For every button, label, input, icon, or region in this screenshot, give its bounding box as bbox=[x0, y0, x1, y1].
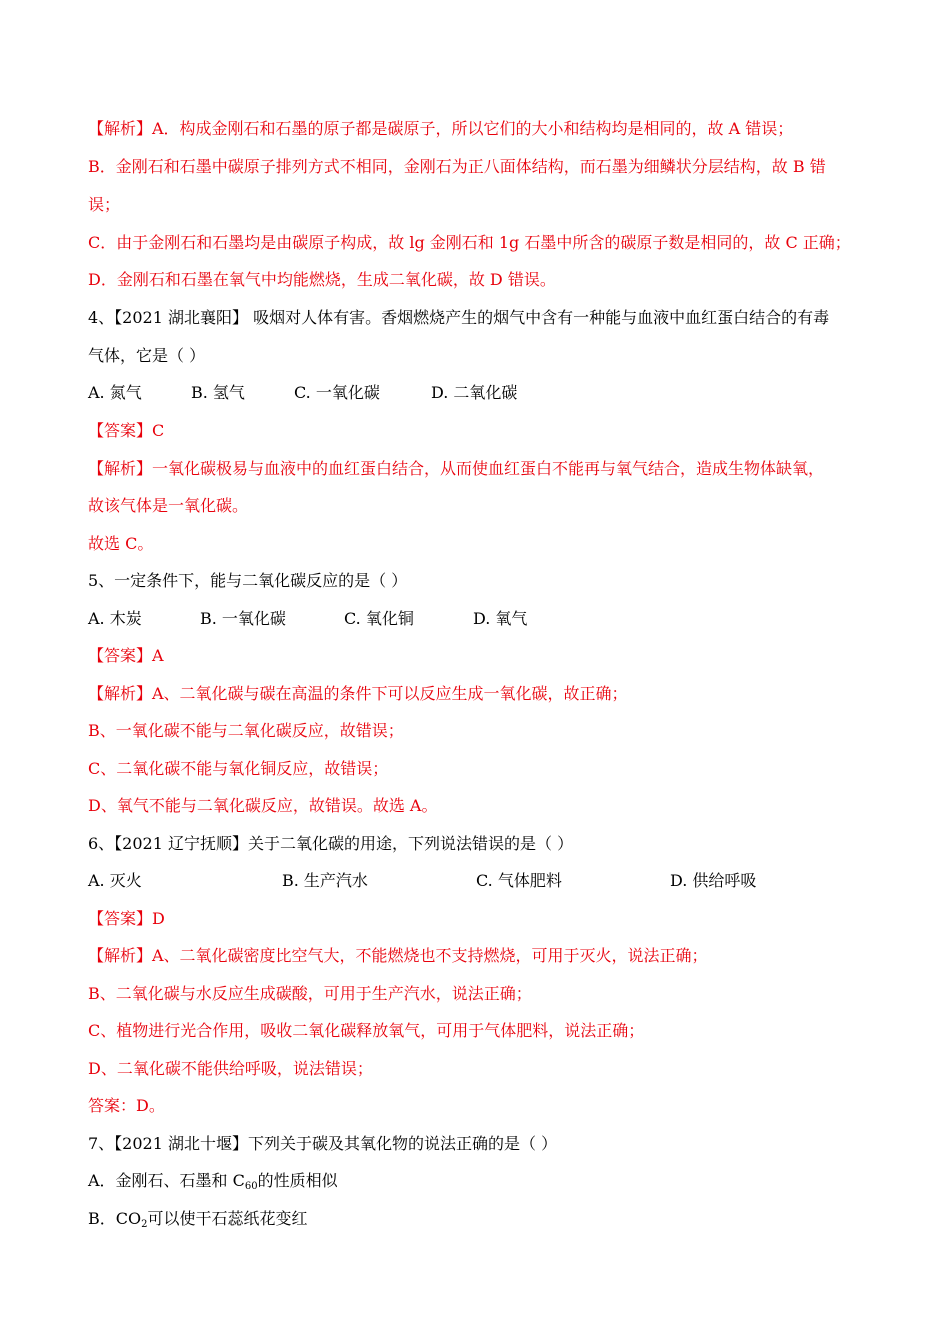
q5-answer: 【答案】A bbox=[88, 646, 164, 665]
q4-analysis-line-1: 【解析】一氧化碳极易与血液中的血红蛋白结合，从而使血红蛋白不能再与氧气结合，造成生物体缺氧， bbox=[88, 459, 825, 478]
q5-stem: 5、一定条件下，能与二氧化碳反应的是（ ） bbox=[88, 571, 408, 590]
q6-options bbox=[88, 870, 756, 892]
q4-analysis-line-3: 故选 C。 bbox=[88, 534, 154, 553]
q7-stem: 7、【2021 湖北十堰】下列关于碳及其氧化物的说法正确的是（ ） bbox=[88, 1134, 558, 1153]
q3-analysis-line-4: C．由于金刚石和石墨均是由碳原子构成，故 lg 金刚石和 1g 石墨中所含的碳原子数是相同的，故 C 正确； bbox=[88, 233, 851, 252]
q6-answer: 【答案】D bbox=[88, 909, 165, 928]
q4-option-c: C. 一氧化碳 bbox=[294, 383, 380, 402]
q7-option-b-text: B．CO bbox=[88, 1209, 142, 1228]
q5-option-d: D. 氧气 bbox=[473, 609, 528, 628]
q7-option-a-text: A．金刚石、石墨和 C bbox=[88, 1171, 245, 1190]
q4-option-d: D. 二氧化碳 bbox=[431, 383, 518, 402]
q7-option-b-tail: 可以使干石蕊纸花变红 bbox=[147, 1209, 308, 1228]
q3-analysis-line-1: 【解析】A．构成金刚石和石墨的原子都是碳原子，所以它们的大小和结构均是相同的，故 A 错误； bbox=[88, 119, 794, 138]
q5-options bbox=[88, 608, 527, 630]
q5-analysis-line-3: C、二氧化碳不能与氧化铜反应，故错误； bbox=[88, 759, 389, 778]
q7-option-b bbox=[88, 1208, 308, 1230]
q5-option-c: C. 氧化铜 bbox=[344, 609, 414, 628]
q3-analysis-line-3: 误； bbox=[88, 195, 121, 214]
q4-options bbox=[88, 382, 517, 404]
q6-analysis-line-4: D、二氧化碳不能供给呼吸，说法错误； bbox=[88, 1059, 373, 1078]
q6-option-d: D. 供给呼吸 bbox=[670, 871, 757, 890]
q6-option-b: B. 生产汽水 bbox=[282, 871, 368, 890]
q5-option-a: A. 木炭 bbox=[88, 609, 142, 628]
q4-analysis-line-2: 故该气体是一氧化碳。 bbox=[88, 496, 249, 515]
q6-option-c: C. 气体肥料 bbox=[476, 871, 562, 890]
q7-option-a-subscript: 60 bbox=[244, 1181, 258, 1192]
q5-analysis-line-1: 【解析】A、二氧化碳与碳在高温的条件下可以反应生成一氧化碳，故正确； bbox=[88, 684, 628, 703]
q6-stem: 6、【2021 辽宁抚顺】关于二氧化碳的用途，下列说法错误的是（ ） bbox=[88, 834, 574, 853]
q6-analysis-line-1: 【解析】A、二氧化碳密度比空气大，不能燃烧也不支持燃烧，可用于灭火，说法正确； bbox=[88, 946, 708, 965]
q5-option-b: B. 一氧化碳 bbox=[200, 609, 286, 628]
q6-option-a: A. 灭火 bbox=[88, 871, 142, 890]
q4-answer: 【答案】C bbox=[88, 421, 165, 440]
q7-option-a-tail: 的性质相似 bbox=[257, 1171, 338, 1190]
q4-option-a: A. 氮气 bbox=[88, 383, 142, 402]
q6-final-answer: 答案：D。 bbox=[88, 1096, 165, 1115]
q4-stem-line-2: 气体，它是（ ） bbox=[88, 346, 206, 365]
q3-analysis-line-2: B．金刚石和石墨中碳原子排列方式不相同，金刚石为正八面体结构，而石墨为细鳞状分层结构，故 B 错 bbox=[88, 157, 826, 176]
q4-stem-line-1: 4、【2021 湖北襄阳】 吸烟对人体有害。香烟燃烧产生的烟气中含有一种能与血液中血红蛋白结合的有毒 bbox=[88, 308, 830, 327]
q5-analysis-line-4: D、氧气不能与二氧化碳反应，故错误。故选 A。 bbox=[88, 796, 438, 815]
q6-analysis-line-2: B、二氧化碳与水反应生成碳酸，可用于生产汽水，说法正确； bbox=[88, 984, 532, 1003]
q3-analysis-line-5: D．金刚石和石墨在氧气中均能燃烧，生成二氧化碳，故 D 错误。 bbox=[88, 270, 556, 289]
q7-option-a bbox=[88, 1170, 338, 1192]
q6-analysis-line-3: C、植物进行光合作用，吸收二氧化碳释放氧气，可用于气体肥料，说法正确； bbox=[88, 1021, 645, 1040]
q5-analysis-line-2: B、一氧化碳不能与二氧化碳反应，故错误； bbox=[88, 721, 404, 740]
q7-option-b-subscript: 2 bbox=[141, 1219, 148, 1230]
q4-option-b: B. 氢气 bbox=[191, 383, 245, 402]
